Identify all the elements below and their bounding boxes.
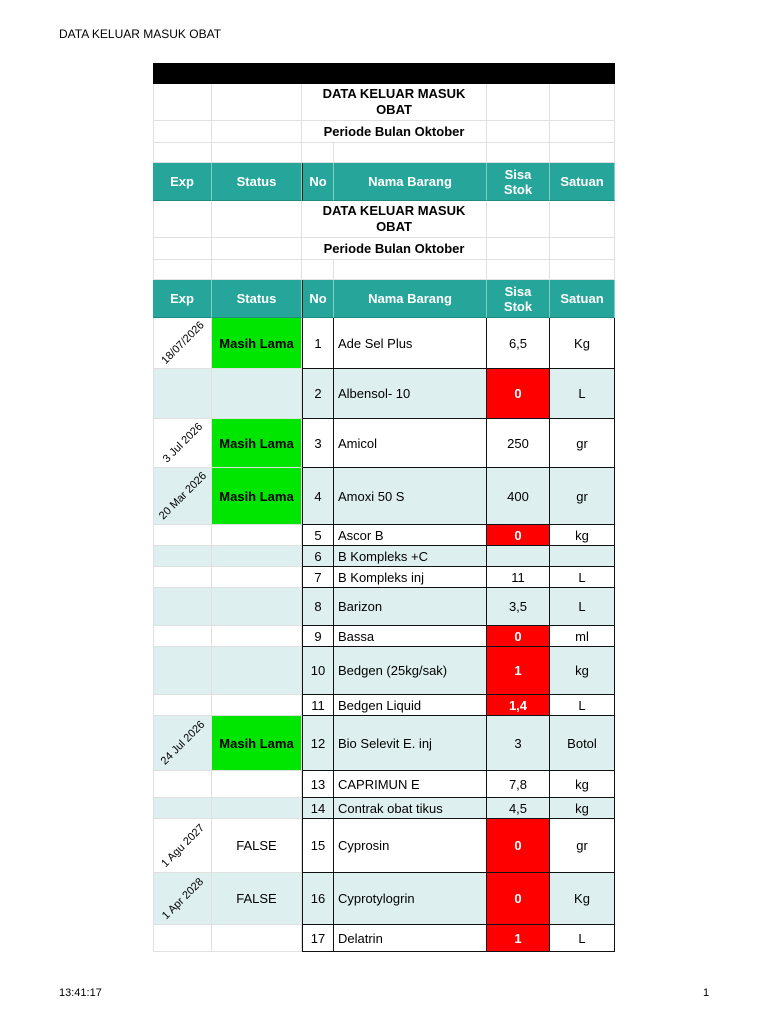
unit-value: kg: [550, 647, 615, 695]
table-header-1: [153, 163, 615, 201]
sheet-title-line1: DATA KELUAR MASUK: [322, 86, 466, 101]
empty-cell: [550, 84, 615, 121]
empty-cell: [212, 238, 302, 260]
empty-cell: [153, 238, 212, 260]
exp-date: 18/07/2026: [158, 319, 207, 367]
row-number: 13: [302, 771, 334, 798]
empty-cell: [550, 238, 615, 260]
row-number: 15: [302, 819, 334, 873]
empty-cell: [212, 260, 302, 280]
empty-cell: [550, 143, 615, 163]
item-name: Contrak obat tikus: [334, 798, 487, 819]
status-cell: [212, 626, 302, 647]
stock-value: 0: [487, 819, 550, 873]
row-number: 4: [302, 468, 334, 525]
title-block-2: [153, 201, 615, 280]
sheet-title-line2: OBAT: [376, 102, 412, 117]
header-name: Nama Barang: [334, 280, 487, 318]
item-name: Amoxi 50 S: [334, 468, 487, 525]
header-status: Status: [212, 163, 302, 201]
empty-cell: [153, 143, 212, 163]
exp-cell: [153, 716, 212, 771]
empty-cell: [153, 121, 212, 143]
row-number: 7: [302, 567, 334, 588]
header-stock-line1: Sisa: [504, 166, 532, 182]
title-block-1: [153, 84, 615, 163]
status-cell: FALSE: [212, 873, 302, 925]
row-number: 16: [302, 873, 334, 925]
unit-value: kg: [550, 771, 615, 798]
sheet-period: Periode Bulan Oktober: [302, 121, 487, 143]
header-exp: Exp: [153, 163, 212, 201]
exp-cell: [153, 525, 212, 546]
sheet-title-line2: OBAT: [376, 219, 412, 234]
item-name: Bedgen (25kg/sak): [334, 647, 487, 695]
item-name: CAPRIMUN E: [334, 771, 487, 798]
empty-cell: [153, 260, 212, 280]
sheet-period: Periode Bulan Oktober: [302, 238, 487, 260]
sheet-title: [302, 201, 487, 238]
unit-value: gr: [550, 468, 615, 525]
row-number: 12: [302, 716, 334, 771]
exp-date: 1 Apr 2028: [159, 875, 206, 922]
empty-cell: [153, 201, 212, 238]
exp-cell: [153, 925, 212, 952]
status-cell: FALSE: [212, 819, 302, 873]
table-header-2: [153, 280, 615, 318]
header-exp: Exp: [153, 280, 212, 318]
status-cell: Masih Lama: [212, 318, 302, 369]
status-cell: Masih Lama: [212, 716, 302, 771]
empty-cell: [487, 238, 550, 260]
row-number: 14: [302, 798, 334, 819]
unit-value: L: [550, 695, 615, 716]
header-no: No: [302, 163, 334, 201]
unit-value: [550, 546, 615, 567]
status-cell: Masih Lama: [212, 419, 302, 468]
status-cell: [212, 525, 302, 546]
stock-value: [487, 546, 550, 567]
item-name: Delatrin: [334, 925, 487, 952]
unit-value: kg: [550, 798, 615, 819]
header-no: No: [302, 280, 334, 318]
status-cell: [212, 647, 302, 695]
exp-cell: [153, 546, 212, 567]
exp-date: 1 Agu 2027: [158, 821, 207, 870]
empty-cell: [212, 121, 302, 143]
empty-cell: [302, 260, 334, 280]
stock-value: 0: [487, 525, 550, 546]
unit-value: L: [550, 588, 615, 626]
sheet-title: [302, 84, 487, 121]
header-stock: [487, 280, 550, 318]
row-number: 10: [302, 647, 334, 695]
empty-cell: [487, 260, 550, 280]
empty-cell: [212, 84, 302, 121]
status-cell: [212, 588, 302, 626]
stock-value: 1: [487, 647, 550, 695]
status-cell: [212, 925, 302, 952]
stock-value: 1: [487, 925, 550, 952]
exp-cell: [153, 873, 212, 925]
empty-cell: [153, 84, 212, 121]
unit-value: ml: [550, 626, 615, 647]
footer-page-number: 1: [703, 987, 710, 999]
unit-value: gr: [550, 419, 615, 468]
unit-value: L: [550, 369, 615, 419]
row-number: 9: [302, 626, 334, 647]
unit-value: Kg: [550, 873, 615, 925]
unit-value: Kg: [550, 318, 615, 369]
exp-cell: [153, 318, 212, 369]
stock-value: 0: [487, 626, 550, 647]
item-name: B Kompleks +C: [334, 546, 487, 567]
exp-date: 24 Jul 2026: [158, 718, 207, 768]
empty-cell: [302, 143, 334, 163]
row-number: 5: [302, 525, 334, 546]
header-stock-line1: Sisa: [504, 283, 532, 299]
status-cell: [212, 798, 302, 819]
empty-cell: [487, 201, 550, 238]
exp-cell: [153, 771, 212, 798]
stock-value: 0: [487, 873, 550, 925]
header-stock: [487, 163, 550, 201]
row-number: 1: [302, 318, 334, 369]
stock-value: 11: [487, 567, 550, 588]
stock-value: 1,4: [487, 695, 550, 716]
status-cell: [212, 369, 302, 419]
item-name: Cyprosin: [334, 819, 487, 873]
exp-cell: [153, 468, 212, 525]
unit-value: Botol: [550, 716, 615, 771]
exp-cell: [153, 819, 212, 873]
empty-cell: [212, 201, 302, 238]
unit-value: L: [550, 925, 615, 952]
empty-cell: [334, 260, 487, 280]
header-stock-line2: Stok: [503, 298, 533, 314]
stock-value: 400: [487, 468, 550, 525]
stock-value: 7,8: [487, 771, 550, 798]
stock-value: 250: [487, 419, 550, 468]
item-name: Barizon: [334, 588, 487, 626]
empty-cell: [550, 260, 615, 280]
unit-value: gr: [550, 819, 615, 873]
row-number: 17: [302, 925, 334, 952]
row-number: 3: [302, 419, 334, 468]
exp-cell: [153, 419, 212, 468]
exp-cell: [153, 588, 212, 626]
footer-time: 13:41:17: [59, 987, 102, 999]
empty-cell: [550, 201, 615, 238]
item-name: Cyprotylogrin: [334, 873, 487, 925]
exp-cell: [153, 647, 212, 695]
status-cell: Masih Lama: [212, 468, 302, 525]
empty-cell: [487, 143, 550, 163]
item-name: B Kompleks inj: [334, 567, 487, 588]
exp-cell: [153, 369, 212, 419]
exp-date: 3 Jul 2026: [160, 420, 205, 466]
exp-cell: [153, 798, 212, 819]
header-unit: Satuan: [550, 280, 615, 318]
header-name: Nama Barang: [334, 163, 487, 201]
empty-cell: [212, 143, 302, 163]
empty-cell: [550, 121, 615, 143]
item-name: Ade Sel Plus: [334, 318, 487, 369]
header-stock-line2: Stok: [503, 181, 533, 197]
status-cell: [212, 771, 302, 798]
item-name: Amicol: [334, 419, 487, 468]
item-name: Bassa: [334, 626, 487, 647]
exp-cell: [153, 626, 212, 647]
unit-value: kg: [550, 525, 615, 546]
row-number: 8: [302, 588, 334, 626]
sheet-top-bar: [153, 63, 615, 84]
empty-cell: [487, 84, 550, 121]
empty-cell: [487, 121, 550, 143]
status-cell: [212, 695, 302, 716]
exp-cell: [153, 695, 212, 716]
empty-cell: [334, 143, 487, 163]
status-cell: [212, 567, 302, 588]
item-name: Bio Selevit E. inj: [334, 716, 487, 771]
data-table-body: [153, 318, 615, 952]
document-title: DATA KELUAR MASUK OBAT: [59, 27, 222, 41]
item-name: Albensol- 10: [334, 369, 487, 419]
row-number: 11: [302, 695, 334, 716]
exp-date: 20 Mar 2026: [156, 469, 209, 523]
stock-value: 6,5: [487, 318, 550, 369]
row-number: 6: [302, 546, 334, 567]
sheet-title-line1: DATA KELUAR MASUK: [322, 203, 466, 218]
stock-value: 3,5: [487, 588, 550, 626]
exp-cell: [153, 567, 212, 588]
stock-value: 3: [487, 716, 550, 771]
stock-value: 4,5: [487, 798, 550, 819]
stock-value: 0: [487, 369, 550, 419]
row-number: 2: [302, 369, 334, 419]
header-status: Status: [212, 280, 302, 318]
item-name: Ascor B: [334, 525, 487, 546]
item-name: Bedgen Liquid: [334, 695, 487, 716]
header-unit: Satuan: [550, 163, 615, 201]
unit-value: L: [550, 567, 615, 588]
status-cell: [212, 546, 302, 567]
